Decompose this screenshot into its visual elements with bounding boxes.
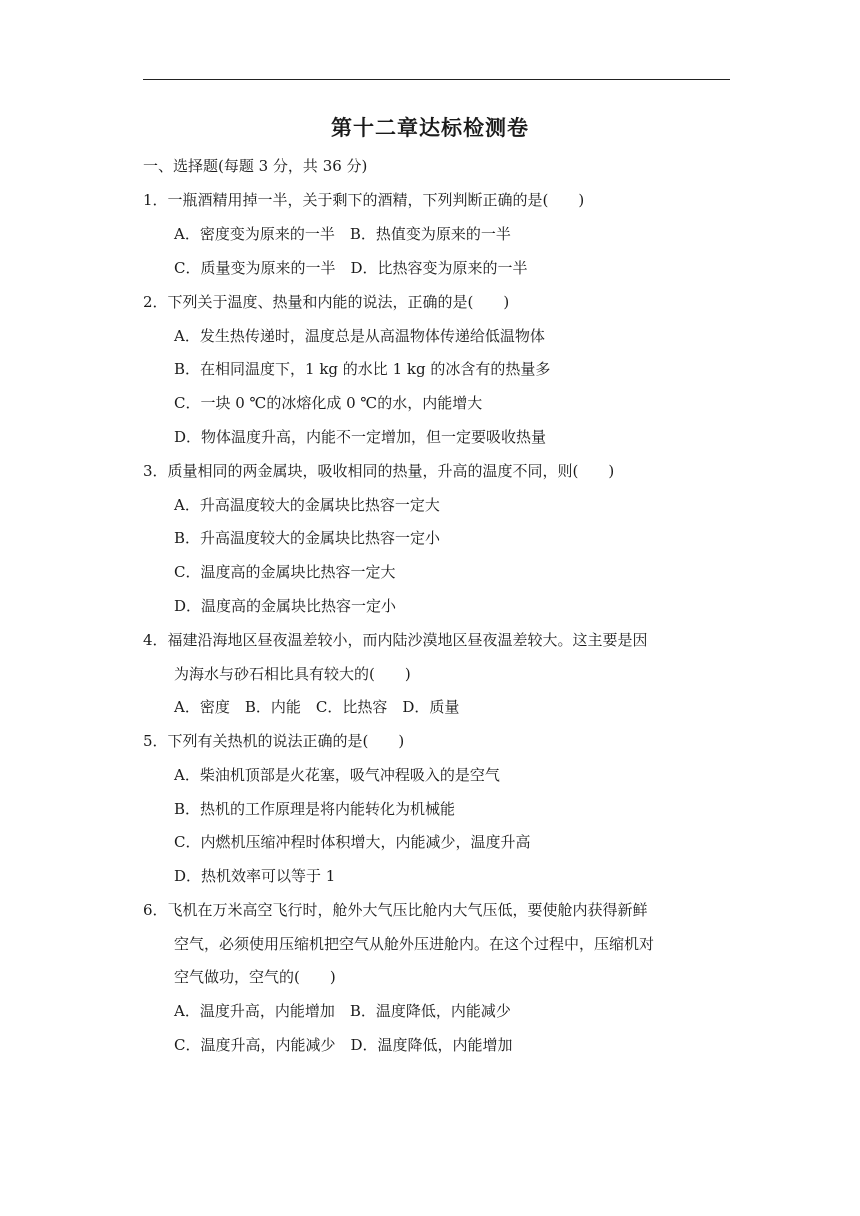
page-title: 第十二章达标检测卷: [331, 116, 529, 140]
question-6-options-ab: A．温度升高，内能增加 B．温度降低，内能减少: [174, 1002, 511, 1020]
question-3-option-a: A．升高温度较大的金属块比热容一定大: [174, 496, 440, 514]
question-1-options-cd: C．质量变为原来的一半 D．比热容变为原来的一半: [174, 259, 528, 277]
question-5-option-d: D．热机效率可以等于 1: [174, 867, 336, 885]
question-2-stem: 2．下列关于温度、热量和内能的说法，正确的是( ): [143, 293, 510, 311]
question-4-options: A．密度 B．内能 C．比热容 D．质量: [174, 698, 460, 716]
question-4-stem: 4．福建沿海地区昼夜温差较小，而内陆沙漠地区昼夜温差较大。这主要是因: [143, 631, 648, 649]
question-2-option-b: B．在相同温度下，1 kg 的水比 1 kg 的冰含有的热量多: [174, 360, 551, 378]
question-1-stem: 1．一瓶酒精用掉一半，关于剩下的酒精，下列判断正确的是( ): [143, 191, 585, 209]
question-3-option-d: D．温度高的金属块比热容一定小: [174, 597, 397, 615]
question-6-stem-continued-2: 空气做功，空气的( ): [174, 968, 336, 986]
question-5-option-c: C．内燃机压缩冲程时体积增大，内能减少，温度升高: [174, 833, 531, 851]
question-6-options-cd: C．温度升高，内能减少 D．温度降低，内能增加: [174, 1036, 513, 1054]
question-3-option-b: B．升高温度较大的金属块比热容一定小: [174, 529, 441, 547]
question-5-option-a: A．柴油机顶部是火花塞，吸气冲程吸入的是空气: [174, 766, 500, 784]
question-3-option-c: C．温度高的金属块比热容一定大: [174, 563, 396, 581]
question-6-stem: 6．飞机在万米高空飞行时，舱外大气压比舱内大气压低，要使舱内获得新鲜: [143, 901, 648, 919]
question-6-stem-continued-1: 空气，必须使用压缩机把空气从舱外压进舱内。在这个过程中，压缩机对: [174, 935, 655, 953]
question-4-stem-continued: 为海水与砂石相比具有较大的( ): [174, 665, 411, 683]
question-5-option-b: B．热机的工作原理是将内能转化为机械能: [174, 800, 456, 818]
question-2-option-a: A．发生热传递时，温度总是从高温物体传递给低温物体: [174, 327, 545, 345]
question-5-stem: 5．下列有关热机的说法正确的是( ): [143, 732, 405, 750]
header-rule: [143, 79, 730, 80]
question-2-option-d: D．物体温度升高，内能不一定增加，但一定要吸收热量: [174, 428, 547, 446]
question-1-options-ab: A．密度变为原来的一半 B．热值变为原来的一半: [174, 225, 511, 243]
section-heading: 一、选择题(每题 3 分，共 36 分): [143, 157, 368, 175]
question-3-stem: 3．质量相同的两金属块，吸收相同的热量，升高的温度不同，则( ): [143, 462, 615, 480]
question-2-option-c: C．一块 0 ℃的冰熔化成 0 ℃的水，内能增大: [174, 394, 483, 412]
